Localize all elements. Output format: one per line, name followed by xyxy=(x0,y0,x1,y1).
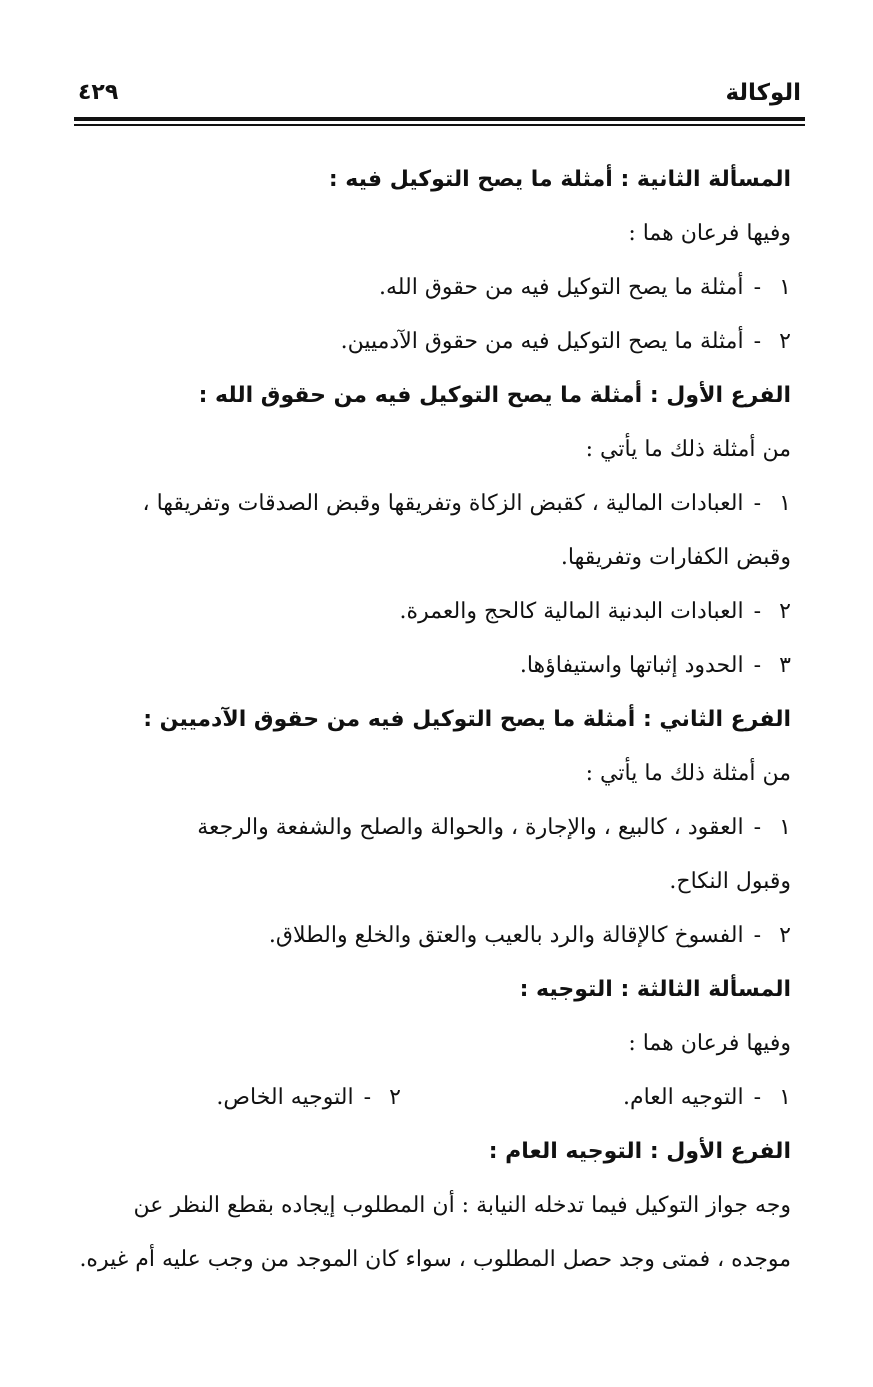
body-text: وقبول النكاح. xyxy=(669,869,791,894)
item-dash: - xyxy=(753,923,761,948)
page-header xyxy=(78,80,801,114)
item-number: ٢ xyxy=(779,599,791,624)
section-heading xyxy=(70,155,791,205)
heading-text: الفرع الأول : أمثلة ما يصح التوكيل فيه من حقوق الله : xyxy=(198,383,791,408)
item-dash: - xyxy=(753,653,761,678)
body-line xyxy=(70,749,791,799)
body-line xyxy=(70,1235,791,1285)
body-text: من أمثلة ذلك ما يأتي : xyxy=(585,761,791,786)
item-number: ١ xyxy=(779,815,791,840)
heading-text: المسألة الثانية : أمثلة ما يصح التوكيل فيه : xyxy=(328,167,791,192)
body-line xyxy=(70,857,791,907)
list-item xyxy=(70,641,791,691)
body-line xyxy=(70,1019,791,1069)
body-text: وفيها فرعان هما : xyxy=(628,221,791,246)
item-text: العبادات البدنية المالية كالحج والعمرة. xyxy=(399,599,744,624)
item-number: ١ xyxy=(779,275,791,300)
subsection-heading xyxy=(70,1127,791,1177)
list-item xyxy=(70,587,791,637)
item-dash: - xyxy=(753,1085,761,1110)
section-heading xyxy=(70,965,791,1015)
list-item xyxy=(70,911,791,961)
item-text: الحدود إثباتها واستيفاؤها. xyxy=(519,653,744,678)
running-title: الوكالة xyxy=(725,80,801,106)
item-text: الفسوخ كالإقالة والرد بالعيب والعتق والخلع والطلاق. xyxy=(268,923,744,948)
heading-text: الفرع الأول : التوجيه العام : xyxy=(488,1139,791,1164)
list-item xyxy=(70,263,791,313)
body-text: من أمثلة ذلك ما يأتي : xyxy=(585,437,791,462)
body-line xyxy=(70,533,791,583)
body-text: وجه جواز التوكيل فيما تدخله النيابة : أن المطلوب إيجاده بقطع النظر عن xyxy=(133,1193,791,1218)
body-text: وقبض الكفارات وتفريقها. xyxy=(560,545,791,570)
header-rule-thin xyxy=(74,124,805,126)
item-dash: - xyxy=(753,491,761,516)
item-number: ٣ xyxy=(779,653,791,678)
subsection-heading xyxy=(70,371,791,421)
item-dash: - xyxy=(363,1085,371,1110)
body-text: موجده ، فمتى وجد حصل المطلوب ، سواء كان الموجد من وجب عليه أم غيره. xyxy=(79,1247,791,1272)
body-line xyxy=(70,209,791,259)
list-item xyxy=(623,1085,791,1110)
list-item-pair xyxy=(70,1073,791,1123)
list-item xyxy=(216,1073,401,1123)
item-number: ٢ xyxy=(389,1085,401,1110)
item-text: التوجيه العام. xyxy=(622,1085,744,1110)
item-dash: - xyxy=(753,815,761,840)
header-rule-thick xyxy=(74,117,805,121)
item-number: ٢ xyxy=(779,329,791,354)
item-text: العبادات المالية ، كقبض الزكاة وتفريقها وقبض الصدقات وتفريقها ، xyxy=(142,491,744,516)
item-number: ٢ xyxy=(779,923,791,948)
body-line xyxy=(70,1181,791,1231)
body-line xyxy=(70,425,791,475)
body-text: وفيها فرعان هما : xyxy=(628,1031,791,1056)
heading-text: الفرع الثاني : أمثلة ما يصح التوكيل فيه من حقوق الآدميين : xyxy=(143,707,791,732)
list-item xyxy=(70,479,791,529)
page-number: ٤٢٩ xyxy=(78,80,119,105)
item-dash: - xyxy=(753,329,761,354)
list-item xyxy=(70,803,791,853)
item-text: العقود ، كالبيع ، والإجارة ، والحوالة والصلح والشفعة والرجعة xyxy=(197,815,744,840)
item-text: أمثلة ما يصح التوكيل فيه من حقوق الآدميين. xyxy=(340,329,744,354)
heading-text: المسألة الثالثة : التوجيه : xyxy=(519,977,791,1002)
item-text: التوجيه الخاص. xyxy=(216,1085,354,1110)
item-dash: - xyxy=(753,275,761,300)
item-number: ١ xyxy=(779,1085,791,1110)
list-item xyxy=(70,317,791,367)
subsection-heading xyxy=(70,695,791,745)
item-dash: - xyxy=(753,599,761,624)
item-text: أمثلة ما يصح التوكيل فيه من حقوق الله. xyxy=(378,275,744,300)
item-number: ١ xyxy=(779,491,791,516)
